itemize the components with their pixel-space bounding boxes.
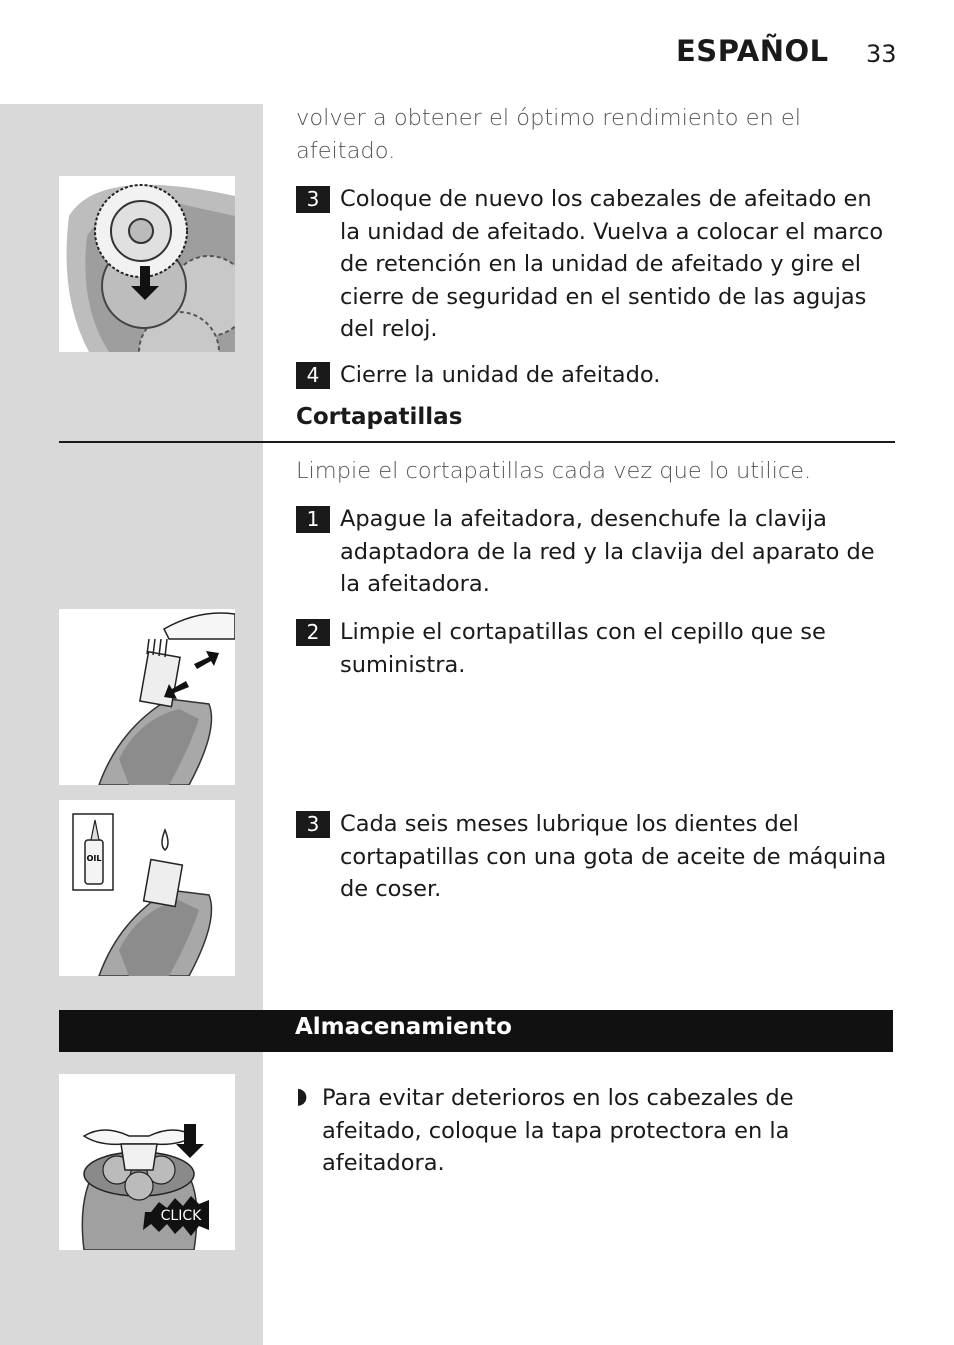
step-number: 3 [296,186,330,213]
cortapatillas-step-2 [296,616,896,681]
step-top-4 [296,359,896,392]
cortapatillas-intro: Limpie el cortapatillas cada vez que lo utilice. [296,458,812,484]
step-text: Cierre la unidad de afeitado. [340,362,661,388]
illustration-pointer [235,182,263,218]
intro-text: volver a obtener el óptimo rendimiento en el afeitado. [296,105,802,164]
illustration-shaving-head [59,176,235,352]
section-rule [59,441,895,443]
almacenamiento-bullet [296,1082,842,1180]
section-bar-almacenamiento [59,1010,893,1052]
cortapatillas-step-3 [296,808,896,906]
illustration-protective-cap [59,1074,235,1250]
illustration-pointer [235,615,263,651]
step-number: 1 [296,506,330,533]
section-title-cortapatillas: Cortapatillas [296,404,463,430]
bullet-mark: ◗ [296,1084,308,1109]
step-number: 3 [296,811,330,838]
step-number: 4 [296,362,330,389]
bullet-text: Para evitar deterioros en los cabezales de afeitado, coloque la tapa protectora en la afeitadora. [322,1085,794,1176]
step-text: Limpie el cortapatillas con el cepillo que se suministra. [340,619,826,678]
illustration-trimmer-oil [59,800,235,976]
click-label: CLICK [160,1208,202,1224]
step-number: 2 [296,619,330,646]
illustration-pointer [235,1080,263,1116]
step-text: Apague la afeitadora, desenchufe la clavija adaptadora de la red y la clavija del aparato de la afeitadora. [340,506,875,597]
header-language: ESPAÑOL [676,34,829,68]
cortapatillas-step-1 [296,503,896,601]
illustration-pointer [235,806,263,842]
illustration-trimmer-brush [59,609,235,785]
page-number: 33 [866,40,897,68]
section-title-almacenamiento: Almacenamiento [295,1014,512,1040]
oil-bottle-label: OIL [86,854,102,863]
step-top-3 [296,183,896,346]
step-text: Coloque de nuevo los cabezales de afeitado en la unidad de afeitado. Vuelva a colocar el marco de retención en la unidad de afeitado y gire el cierre de seguridad en el sentido de las agujas del reloj. [340,186,884,342]
step-text: Cada seis meses lubrique los dientes del cortapatillas con una gota de aceite de máquina de coser. [340,811,887,902]
